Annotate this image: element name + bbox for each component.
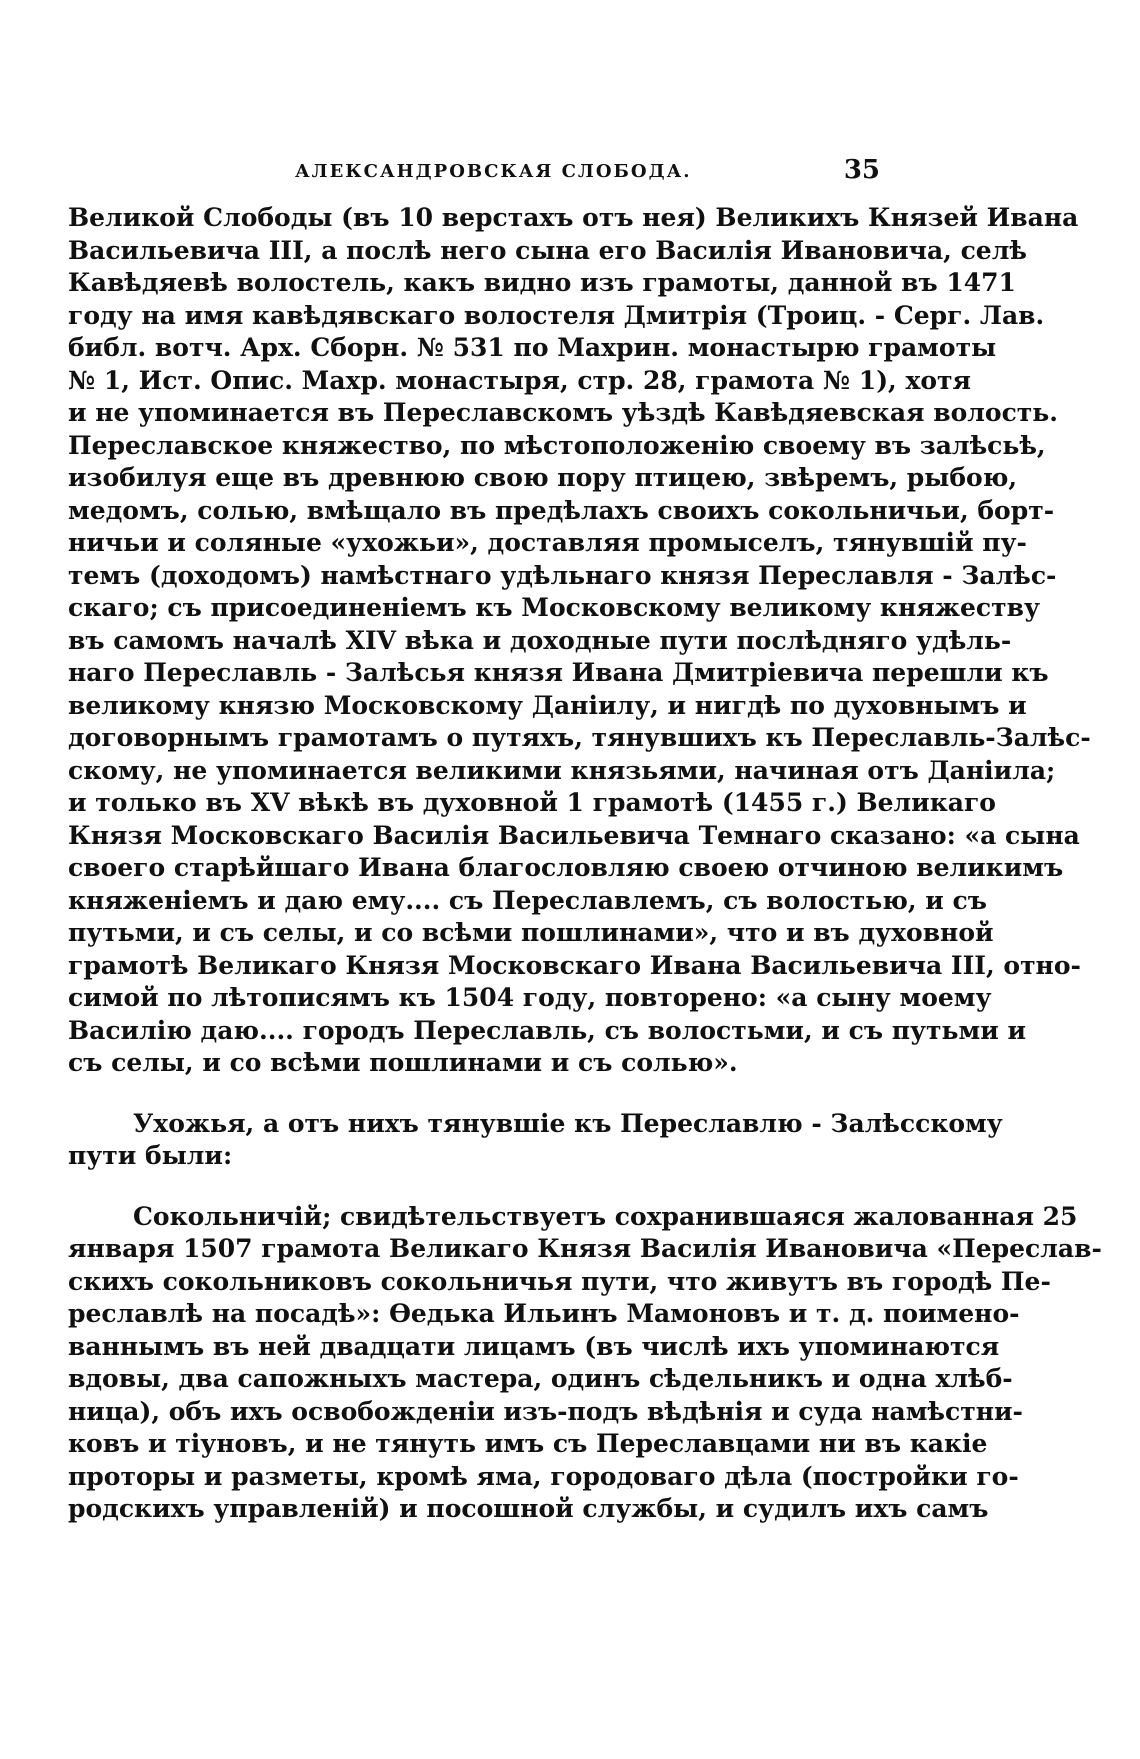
text-line: родскихъ управленій) и посошной службы, и судилъ ихъ самъ xyxy=(68,1494,989,1523)
text-line: скихъ сокольниковъ сокольничья пути, что живутъ въ городѣ Пе- xyxy=(68,1266,1051,1296)
text-line: великому князю Московскому Даніилу, и нигдѣ по духовнымъ и xyxy=(68,690,1027,720)
text-line: Ухожья, а отъ нихъ тянувшіе къ Переславлю - Залѣсскому xyxy=(133,1108,1003,1138)
text-line: Василію даю.... городъ Переславль, съ волостьми, и съ путьми и xyxy=(68,1015,1026,1045)
text-line: и только въ XV вѣкѣ въ духовной 1 грамотѣ (1455 г.) Великаго xyxy=(68,788,996,817)
text-line: путьми, и съ селы, и со всѣми пошлинами», что и въ духовной xyxy=(68,918,994,947)
text-line: договорнымъ грамотамъ о путяхъ, тянувшихъ къ Переславль-Залѣс- xyxy=(68,723,1091,752)
text-line: реславлѣ на посадѣ»: Ѳедька Ильинъ Мамоновъ и т. д. поимено- xyxy=(68,1299,1020,1328)
paragraph-2 xyxy=(68,1108,1003,1173)
text-line: ваннымъ въ ней двадцати лицамъ (въ числѣ ихъ упоминаются xyxy=(68,1331,1000,1361)
text-line: съ селы, и со всѣми пошлинами и съ солью». xyxy=(68,1048,738,1077)
text-line: скаго; съ присоединеніемъ къ Московскому великому княжеству xyxy=(68,593,1040,622)
text-line: княженіемъ и даю ему.... съ Переславлемъ, съ волостью, и съ xyxy=(68,885,987,915)
text-line: скому, не упоминается великими князьями, начиная отъ Даніила; xyxy=(68,755,1056,785)
paragraph-gap xyxy=(68,1173,880,1201)
text-line: Васильевича III, а послѣ него сына его Василія Ивановича, селѣ xyxy=(68,235,1027,265)
text-line: въ самомъ началѣ XIV вѣка и доходные пути послѣдняго удѣль- xyxy=(68,625,1012,655)
page-body xyxy=(68,202,1102,1526)
text-line: году на имя кавѣдявскаго волостеля Дмитрія (Троиц. - Серг. Лав. xyxy=(68,300,1045,330)
text-line: Сокольничій; свидѣтельствуетъ сохранившаяся жалованная 25 xyxy=(133,1201,1078,1231)
text-line: наго Переславль - Залѣсья князя Ивана Дмитріевича перешли къ xyxy=(68,658,1049,687)
text-line: вдовы, два сапожныхъ мастера, одинъ сѣдельникъ и одна хлѣб- xyxy=(68,1364,1013,1393)
running-head: АЛЕКСАНДРОВСКАЯ СЛОБОДА. xyxy=(295,161,692,182)
text-line: ковъ и тіуновъ, и не тянуть имъ съ Переславцами ни въ какіе xyxy=(68,1429,988,1458)
text-line: своего старѣйшаго Ивана благословляю своею отчиною великимъ xyxy=(68,853,1064,882)
text-line: Князя Московскаго Василія Васильевича Темнаго сказано: «а сына xyxy=(68,820,1080,850)
paragraph-gap xyxy=(68,1080,880,1108)
text-line: января 1507 грамота Великаго Князя Василія Ивановича «Переслав- xyxy=(68,1234,1102,1263)
text-line: пути были: xyxy=(68,1141,233,1170)
paragraph-3 xyxy=(68,1201,1102,1526)
text-line: изобилуя еще въ древнюю свою пору птицею, звѣремъ, рыбою, xyxy=(68,463,1018,492)
text-line: и не упоминается въ Переславскомъ уѣздѣ Кавѣдяевская волость. xyxy=(68,398,1058,427)
text-line: ничьи и соляные «ухожьи», доставляя промыселъ, тянувшій пу- xyxy=(68,528,1027,557)
text-line: проторы и разметы, кромѣ яма, городоваго дѣла (постройки го- xyxy=(68,1461,1019,1491)
text-line: библ. вотч. Арх. Сборн. № 531 по Махрин. монастырю грамоты xyxy=(68,333,997,362)
text-line: Переславское княжество, по мѣстоположенію своему въ залѣсьѣ, xyxy=(68,430,1046,460)
text-line: ница), объ ихъ освобожденіи изъ-подъ вѣдѣнія и суда намѣстни- xyxy=(68,1396,1023,1426)
text-line: симой по лѣтописямъ къ 1504 году, повторено: «а сыну моему xyxy=(68,983,992,1012)
paragraph-1 xyxy=(68,202,1091,1080)
page-number: 35 xyxy=(843,155,880,185)
text-line: грамотѣ Великаго Князя Московскаго Ивана Васильевича III, отно- xyxy=(68,950,1081,980)
text-line: медомъ, солью, вмѣщало въ предѣлахъ своихъ сокольничьи, борт- xyxy=(68,495,1055,525)
text-line: темъ (доходомъ) намѣстнаго удѣльнаго князя Переславля - Залѣс- xyxy=(68,560,1057,590)
text-line: № 1, Ист. Опис. Махр. монастыря, стр. 28, грамота № 1), хотя xyxy=(68,365,971,395)
page-header xyxy=(70,155,880,195)
text-line: Кавѣдяевѣ волостель, какъ видно изъ грамоты, данной въ 1471 xyxy=(68,268,1016,297)
text-line: Великой Слободы (въ 10 верстахъ отъ нея) Великихъ Князей Ивана xyxy=(68,203,1079,232)
